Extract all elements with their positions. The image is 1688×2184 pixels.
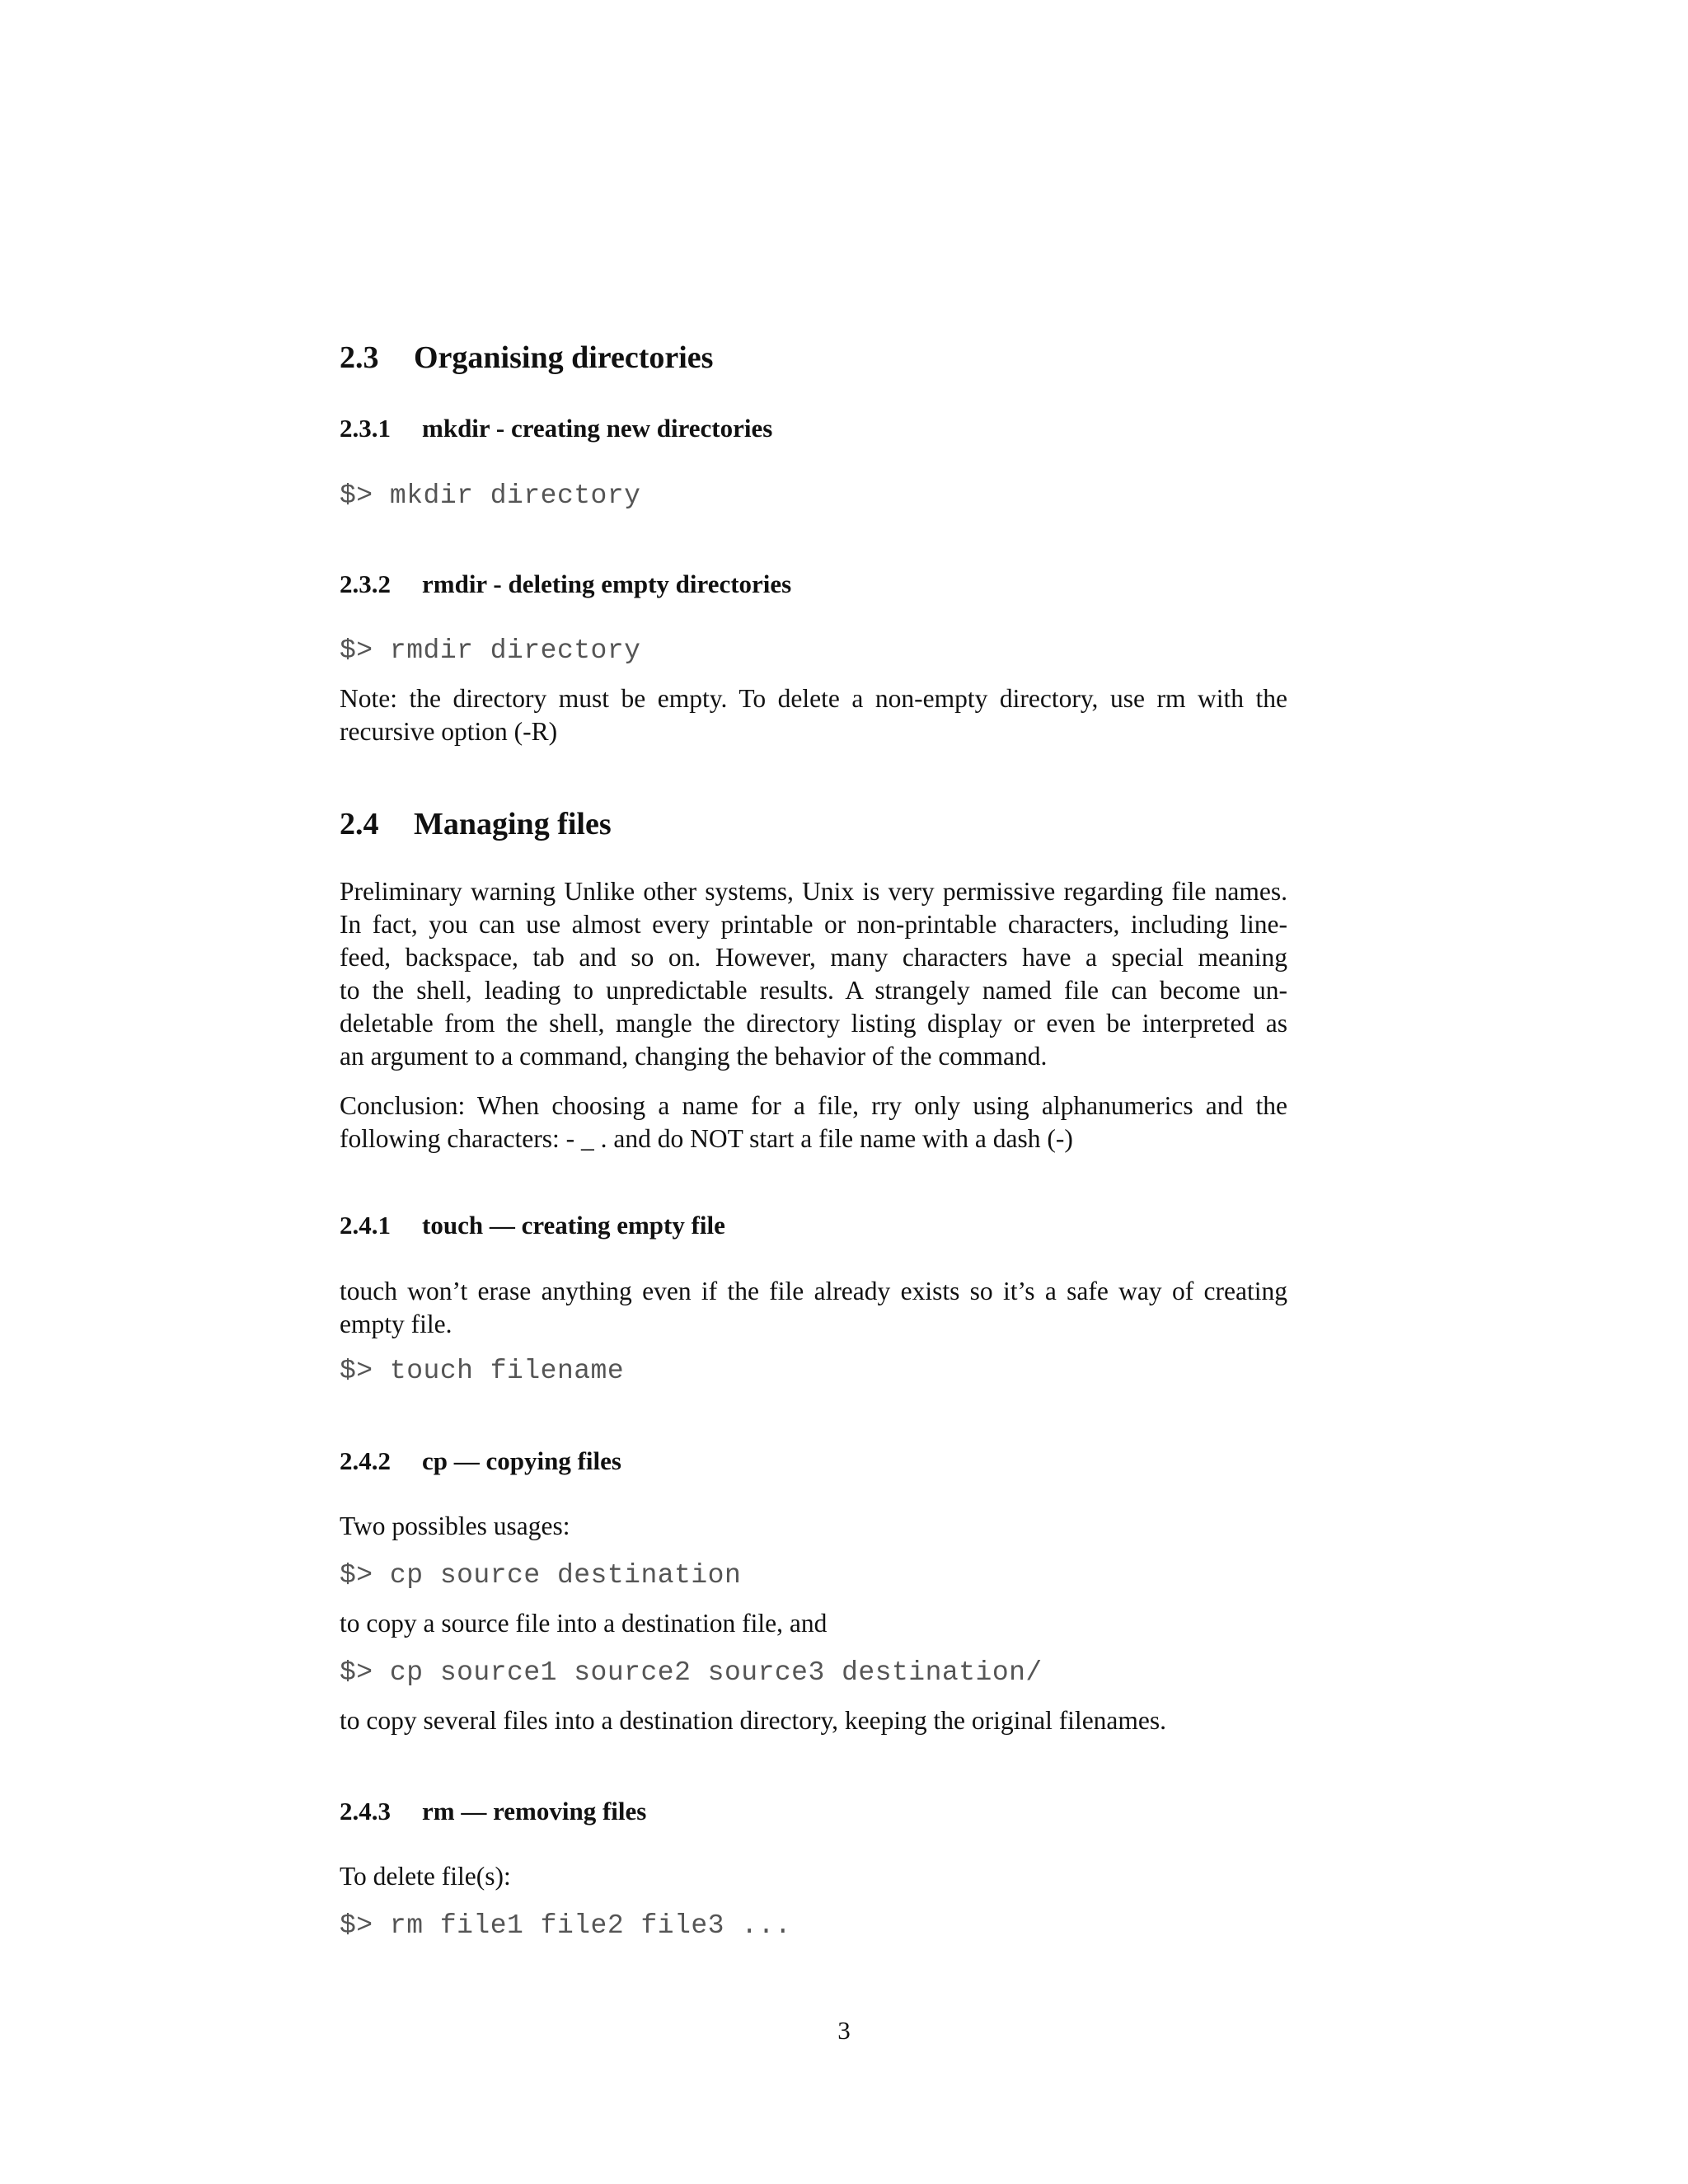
subsection-heading-2-4-3 — [340, 1797, 646, 1826]
subsection-title: touch — creating empty file — [422, 1211, 725, 1240]
note-paragraph — [340, 682, 1287, 748]
section-title: Organising directories — [414, 340, 714, 375]
text-line: recursive option (-R) — [340, 717, 558, 746]
section-number: 2.3 — [340, 340, 379, 375]
section-title: Managing files — [414, 807, 612, 841]
code-rmdir: $> rmdir directory — [340, 635, 641, 666]
text-line: empty file. — [340, 1310, 452, 1338]
conclusion-paragraph — [340, 1090, 1287, 1155]
text-line: to the shell, leading to unpredictable results. A strangely named file can become un- — [340, 976, 1287, 1005]
page-number: 3 — [837, 2016, 851, 2045]
code-cp-multiple: $> cp source1 source2 source3 destination/ — [340, 1657, 1043, 1688]
cp-desc-multiple: to copy several files into a destination directory, keeping the original filenames. — [340, 1706, 1167, 1735]
subsection-number: 2.4.1 — [340, 1211, 391, 1240]
code-mkdir: $> mkdir directory — [340, 480, 641, 511]
section-heading-2-3 — [340, 340, 713, 376]
section-heading-2-4 — [340, 806, 612, 842]
subsection-number: 2.3.1 — [340, 414, 391, 443]
code-rm: $> rm file1 file2 file3 ... — [340, 1910, 792, 1941]
subsection-title: rm — removing files — [422, 1797, 647, 1825]
subsection-heading-2-4-2 — [340, 1446, 621, 1476]
text-line: an argument to a command, changing the behavior of the command. — [340, 1042, 1048, 1071]
touch-description — [340, 1275, 1287, 1341]
subsection-title: mkdir - creating new directories — [422, 414, 773, 443]
subsection-title: rmdir - deleting empty directories — [422, 569, 792, 598]
text-line: Conclusion: When choosing a name for a file, rry only using alphanumerics and the — [340, 1091, 1287, 1120]
text-line: In fact, you can use almost every printable or non-printable characters, including line- — [340, 910, 1287, 939]
section-number: 2.4 — [340, 807, 379, 841]
subsection-heading-2-3-2 — [340, 569, 791, 599]
subsection-number: 2.4.3 — [340, 1797, 391, 1825]
cp-desc-single: to copy a source file into a destination file, and — [340, 1609, 828, 1638]
text-line: deletable from the shell, mangle the directory listing display or even be interpreted as — [340, 1009, 1287, 1038]
subsection-number: 2.3.2 — [340, 569, 391, 598]
subsection-title: cp — copying files — [422, 1446, 621, 1475]
text-line: Preliminary warning Unlike other systems, Unix is very permissive regarding file names. — [340, 877, 1287, 906]
cp-intro: Two possibles usages: — [340, 1511, 570, 1540]
subsection-heading-2-3-1 — [340, 414, 772, 443]
text-line: touch won’t erase anything even if the file already exists so it’s a safe way of creating — [340, 1277, 1287, 1305]
code-touch: $> touch filename — [340, 1356, 625, 1386]
text-line: feed, backspace, tab and so on. However, many characters have a special meaning — [340, 943, 1287, 972]
subsection-heading-2-4-1 — [340, 1211, 725, 1240]
code-cp-single: $> cp source destination — [340, 1560, 742, 1591]
text-line: Note: the directory must be empty. To delete a non-empty directory, use rm with the — [340, 684, 1287, 713]
warning-paragraph — [340, 875, 1287, 1073]
subsection-number: 2.4.2 — [340, 1446, 391, 1475]
text-line: following characters: - _ . and do NOT start a file name with a dash (-) — [340, 1124, 1073, 1153]
rm-intro: To delete file(s): — [340, 1862, 511, 1891]
